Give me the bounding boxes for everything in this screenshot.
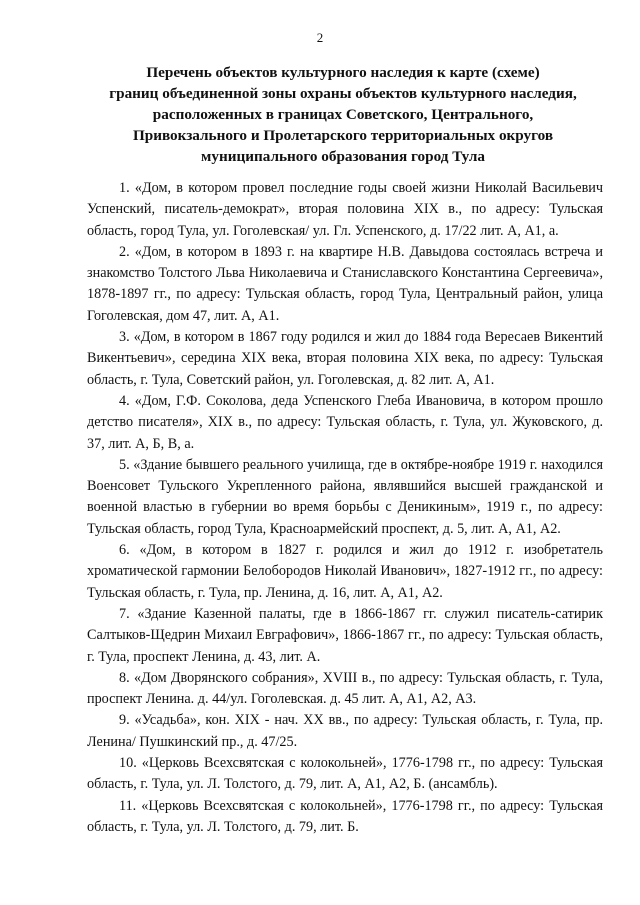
list-item: 1. «Дом, в котором провел последние годы своей жизни Николай Васильевич Успенский, писатель-демократ», вторая половина XIX в., по адресу: Тульская область, город Тула, ул. Гоголевская/ ул. Гл. Успенского, д. 17/22 лит. А, А1, а. — [87, 180, 603, 239]
list-item: 3. «Дом, в котором в 1867 году родился и жил до 1884 года Вересаев Викентий Викентьевич», середина XIX века, вторая половина XIX века, по адресу: Тульская область, г. Тула, Советский район, ул. Гоголевская, д. 82 лит. А, А1. — [87, 329, 603, 388]
list-item: 9. «Усадьба», кон. XIX - нач. XX вв., по адресу: Тульская область, г. Тула, пр. Ленина/ Пушкинский пр., д. 47/25. — [87, 712, 603, 750]
title-line: муниципального образования город Тула — [201, 148, 485, 165]
list-item: 10. «Церковь Всехсвятская с колокольней», 1776-1798 гг., по адресу: Тульская область, г. Тула, ул. Л. Толстого, д. 79, лит. А, А1, А2, Б. (ансамбль). — [87, 755, 603, 793]
title-line: Перечень объектов культурного наследия к карте (схеме) — [146, 64, 540, 81]
list-item: 4. «Дом, Г.Ф. Соколова, деда Успенского Глеба Ивановича, в котором прошло детство писателя», XIX в., по адресу: Тульская область, г. Тула, ул. Жуковского, д. 37, лит. А, Б, В, а. — [87, 392, 603, 452]
list-item: 11. «Церковь Всехсвятская с колокольней», 1776-1798 гг., по адресу: Тульская область, г. Тула, ул. Л. Толстого, д. 79, лит. Б. — [87, 797, 603, 835]
list-item: 8. «Дом Дворянского собрания», XVIII в., по адресу: Тульская область, г. Тула, проспект Ленина. д. 44/ул. Гоголевская. д. 45 лит. А, А1, А2, А3. — [87, 669, 603, 708]
title-line: расположенных в границах Советского, Центрального, — [152, 106, 534, 123]
heritage-list — [87, 178, 603, 838]
list-item: 7. «Здание Казенной палаты, где в 1866-1867 гг. служил писатель-сатирик Салтыков-Щедрин Михаил Евграфович», 1866-1867 гг., по адресу: Тульская область, г. Тула, проспект Ленина, д. 43, лит. А. — [87, 605, 603, 665]
title-line: Привокзального и Пролетарского территориальных округов — [132, 127, 554, 144]
list-item: 2. «Дом, в котором в 1893 г. на квартире Н.В. Давыдова состоялась встреча и знакомство Толстого Льва Николаевича и Станиславского Константина Сергеевича», 1878-1897 гг., по адресу: Тульская область, город Тула, Центральный район, улица Гоголевская, дом 47, лит. А, А1. — [87, 243, 603, 324]
title-line: границ объединенной зоны охраны объектов культурного наследия, — [109, 85, 577, 102]
document-title — [80, 62, 606, 167]
list-item: 6. «Дом, в котором в 1827 г. родился и жил до 1912 г. изобретатель хроматической гармонии Белобородов Николай Иванович», 1827-1912 гг., по адресу: Тульская область, г. Тула, пр. Ленина, д. 16, лит. А, А1, А2. — [87, 542, 603, 601]
page-number: 2 — [316, 30, 324, 45]
list-item: 5. «Здание бывшего реального училища, где в октябре-ноябре 1919 г. находился Военсовет Тульского Укрепленного района, являвшийся высшей гражданской и военной властью в губернии во время борьбы с Деникиным», 1919 г., по адресу: Тульская область, город Тула, Красноармейский проспект, д. 5, лит. А, А1, А2. — [87, 456, 603, 537]
